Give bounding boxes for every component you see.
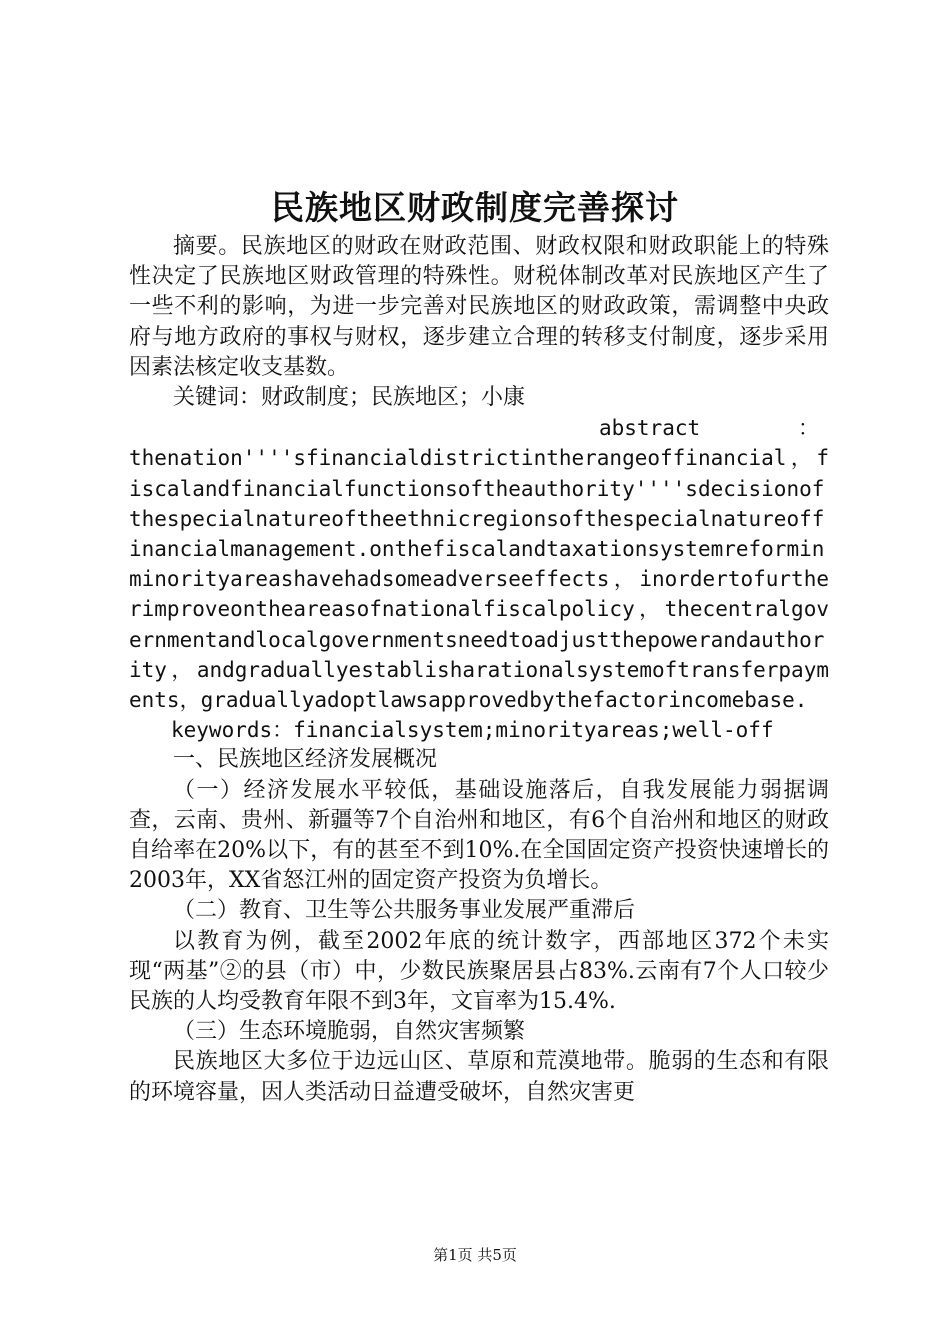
abstract-cn: 摘要。民族地区的财政在财政范围、财政权限和财政职能上的特殊性决定了民族地区财政管理的特殊性。财税体制改革对民族地区产生了一些不利的影响，为进一步完善对民族地区的财政政策，需调整中央政府与地方政府的事权与财权，逐步建立合理的转移支付制度，逐步采用因素法核定收支基数。: [129, 234, 829, 380]
subsection-1-text: （一）经济发展水平较低，基础设施落后，自我发展能力弱据调查，云南、贵州、新疆等7个自治州和地区，有6个自治州和地区的财政自给率在20%以下，有的甚至不到10%.在全国固定资产投资快速增长的2003年，XX省怒江州的固定资产投资为负增长。: [129, 777, 829, 894]
keywords-cn: 关键词：财政制度；民族地区；小康: [173, 385, 526, 411]
subsection-3-text: 民族地区大多位于边远山区、草原和荒漠地带。脆弱的生态和有限的环境容量，因人类活动日益遭受破坏，自然灾害更: [129, 1049, 829, 1105]
keywords-en: keywords：financialsystem;minorityareas;well-off: [171, 718, 774, 743]
abstract-en-colon: ：: [798, 416, 819, 441]
page-footer: 第1页 共5页: [433, 1246, 517, 1264]
subsection-3-heading: （三）生态环境脆弱，自然灾害频繁: [173, 1019, 526, 1045]
abstract-en: thenation''''sfinancialdistrictintherangeoffinancial，fiscalandfinancialfunctionsoftheauthority''''sdecisionofthespecialnatureoftheethnicregionsofthespecialnatureoffinancialmanagement.onthefiscalandtaxationsystemreforminminorityareashavehadsomeadverseeffects，inordertofurtherimproveontheareasofnationalfiscalpolicy，thecentralgovernmentandlocalgovernmentsneedtoadjustthepowerandauthority，andgraduallyestablisharationalsystemoftransferpayments，graduallyadoptlawsapprovedbythefactorincomebase.: [129, 446, 829, 713]
document-title: 民族地区财政制度完善探讨: [271, 188, 679, 227]
subsection-2-text: 以教育为例，截至2002年底的统计数字，西部地区372个未实现“两基”②的县（市）中，少数民族聚居县占83%.云南有7个人口较少民族的人均受教育年限不到3年，文盲率为15.4%.: [129, 928, 829, 1015]
abstract-en-label: abstract: [599, 416, 701, 441]
abstract-en-heading: [129, 413, 829, 443]
subsection-2-heading: （二）教育、卫生等公共服务事业发展严重滞后: [173, 898, 636, 924]
section-heading: 一、民族地区经济发展概况: [173, 747, 438, 773]
document-body: [129, 232, 829, 1108]
